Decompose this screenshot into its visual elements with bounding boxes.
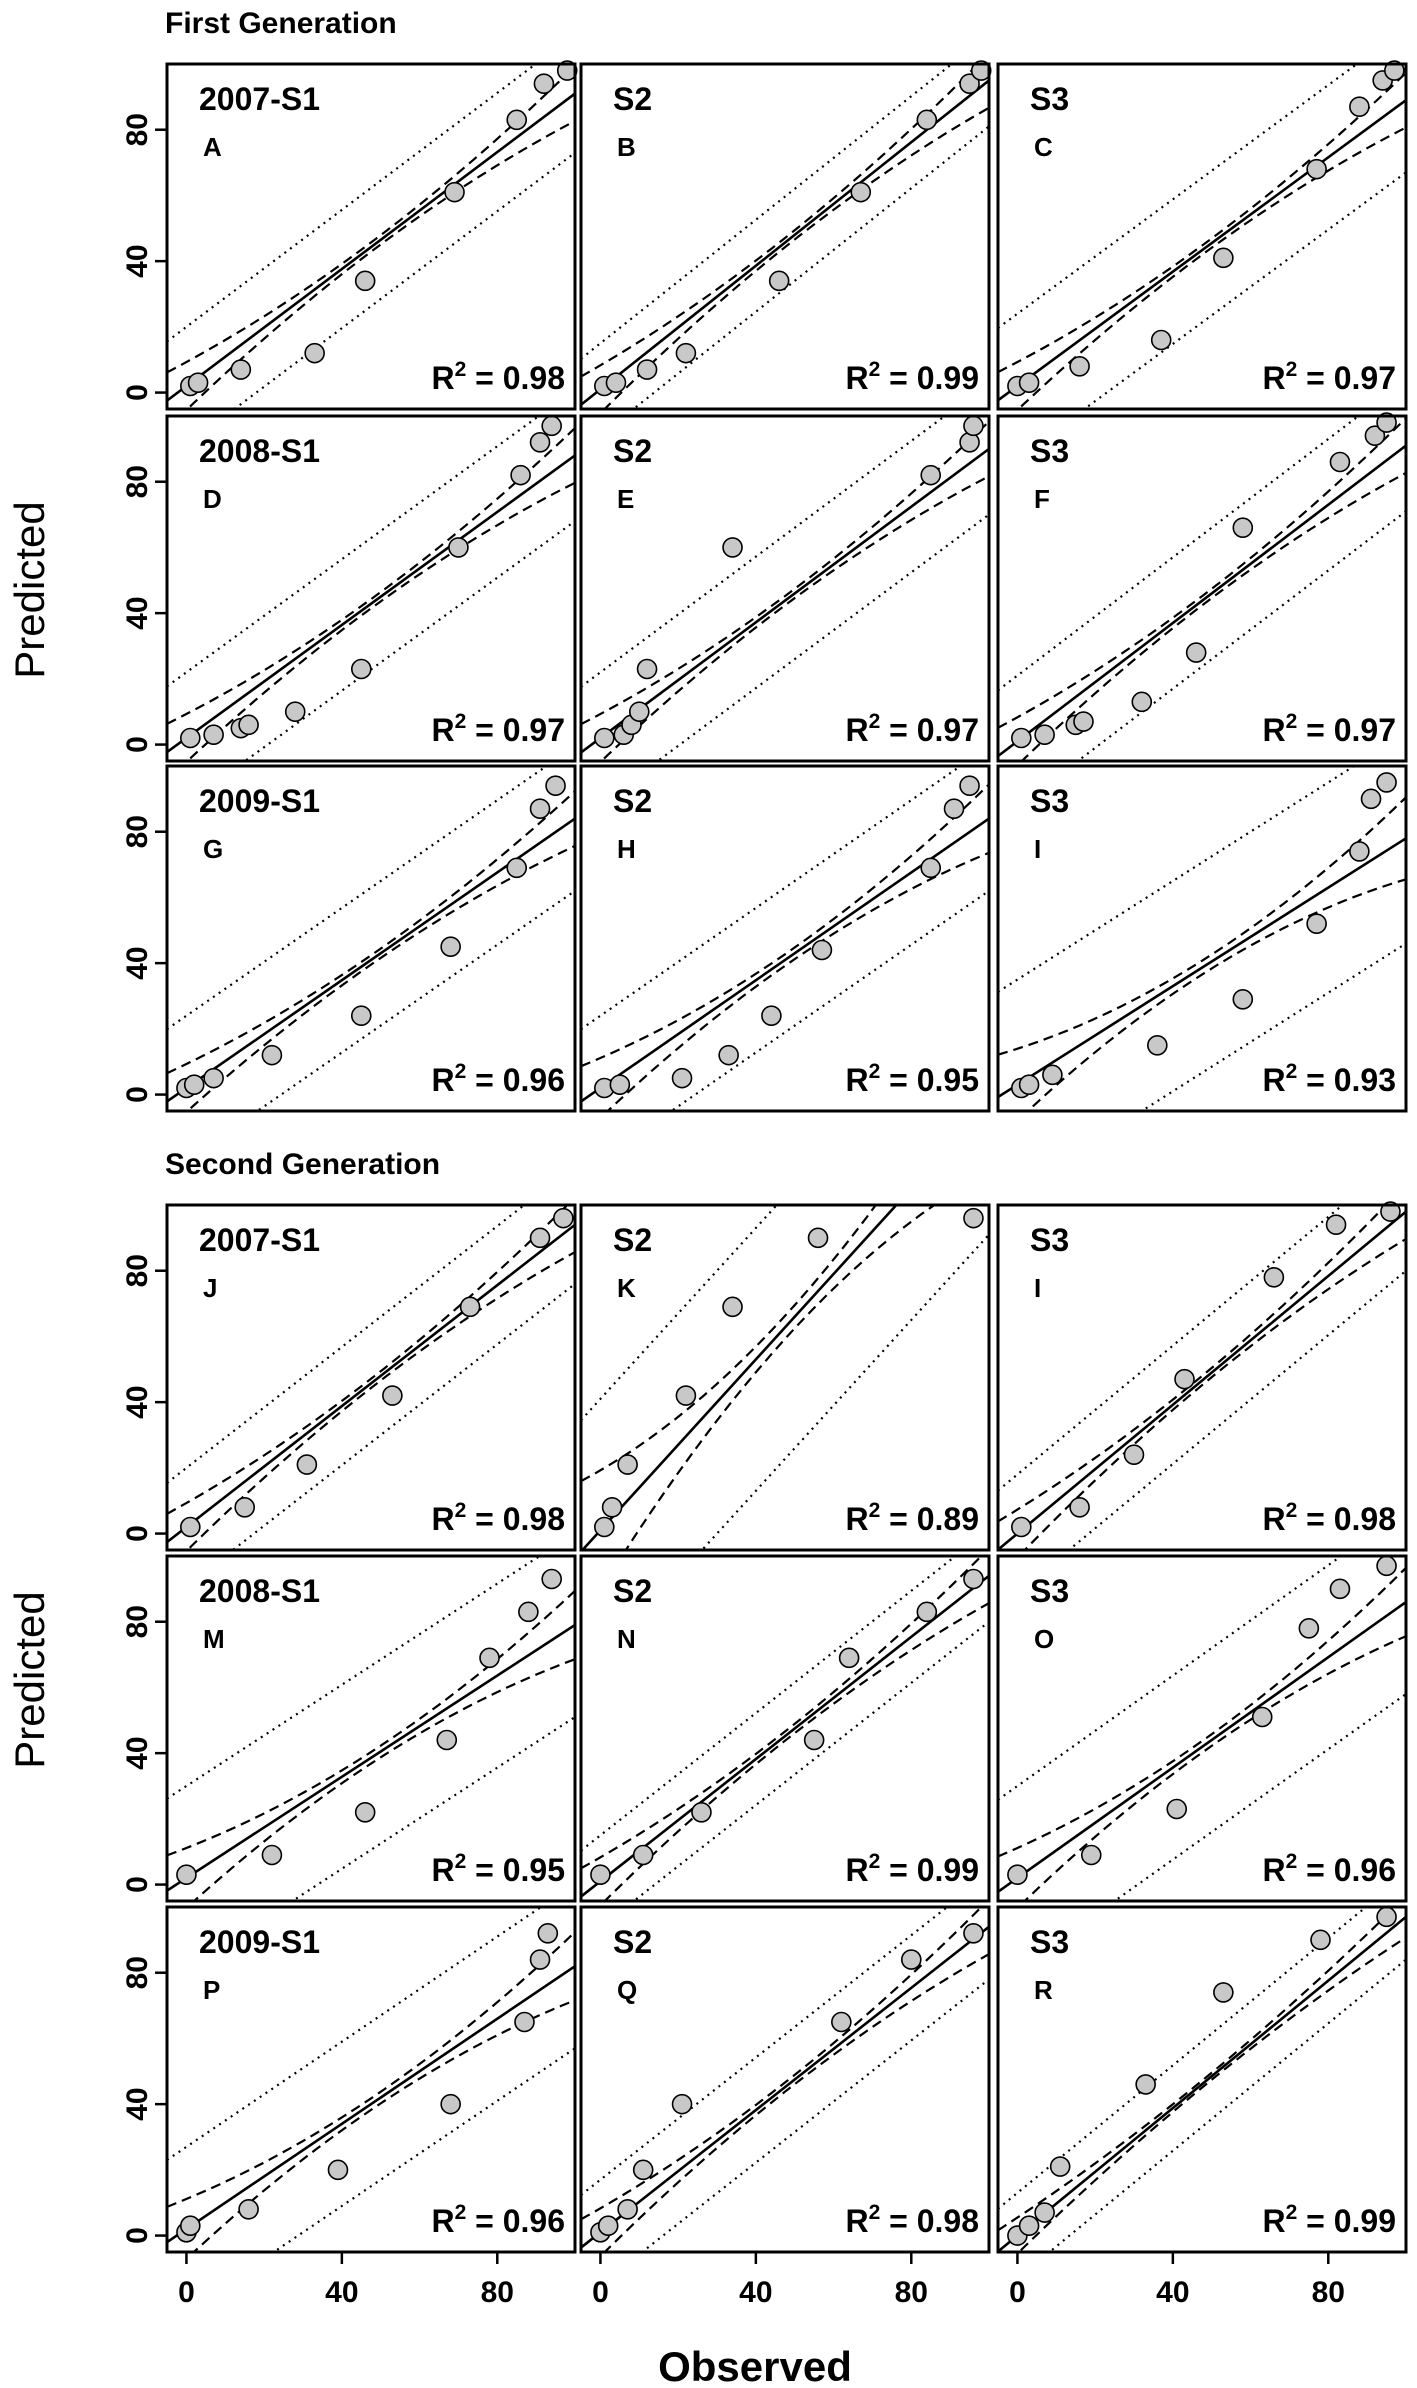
panel-e-4 bbox=[581, 383, 989, 818]
data-point bbox=[1253, 1708, 1272, 1727]
y-tick-label: 0 bbox=[121, 2227, 154, 2244]
data-point bbox=[531, 433, 550, 452]
r-squared-value: 0.98 bbox=[916, 2203, 979, 2239]
panel-letter: H bbox=[617, 834, 636, 864]
panel-letter: B bbox=[617, 132, 636, 162]
y-tick-label: 40 bbox=[121, 946, 154, 980]
data-point bbox=[673, 2095, 692, 2114]
data-point bbox=[1362, 789, 1381, 808]
data-point bbox=[1214, 248, 1233, 267]
data-point bbox=[235, 1498, 254, 1517]
data-point bbox=[507, 858, 526, 877]
panel-letter: C bbox=[1034, 132, 1053, 162]
y-tick-label: 80 bbox=[121, 1605, 154, 1639]
data-point bbox=[1082, 1846, 1101, 1865]
panel-j-9 bbox=[121, 1166, 575, 1602]
panel-title: S2 bbox=[613, 1573, 653, 1609]
panel-title: 2007-S1 bbox=[199, 81, 320, 117]
data-point bbox=[692, 1803, 711, 1822]
data-point bbox=[618, 2200, 637, 2219]
panel-r-17 bbox=[998, 1874, 1406, 2294]
data-point bbox=[1125, 1445, 1144, 1464]
panel-n-13 bbox=[581, 1530, 989, 1943]
panel-i-8 bbox=[998, 733, 1406, 1202]
r-squared-value: 0.95 bbox=[502, 1852, 565, 1888]
data-point bbox=[1020, 373, 1039, 392]
data-point bbox=[1307, 914, 1326, 933]
data-point bbox=[1035, 2203, 1054, 2222]
data-point bbox=[591, 1865, 610, 1884]
x-tick-label: 80 bbox=[894, 2276, 928, 2309]
panel-letter: Q bbox=[617, 1975, 638, 2005]
data-point bbox=[595, 1518, 614, 1537]
r-squared-label: $R^2 = 0.99$ bbox=[845, 1850, 979, 1888]
panel-letter: M bbox=[203, 1624, 225, 1654]
first-generation-title: First Generation bbox=[165, 7, 397, 40]
confidence-band-upper bbox=[998, 797, 1406, 1054]
data-point bbox=[921, 858, 940, 877]
regression-line bbox=[998, 100, 1406, 400]
data-point bbox=[723, 538, 742, 557]
y-tick-label: 0 bbox=[121, 1876, 154, 1893]
panel-f-5 bbox=[998, 380, 1406, 822]
data-point bbox=[634, 2160, 653, 2179]
r-squared-label: $R^2 = 0.96$ bbox=[431, 1060, 565, 1098]
r-squared-value: 0.96 bbox=[1333, 1852, 1396, 1888]
data-point bbox=[1035, 725, 1054, 744]
data-point bbox=[1327, 1215, 1346, 1234]
r-squared-label: $R^2 = 0.97$ bbox=[431, 710, 565, 748]
data-point bbox=[630, 702, 649, 721]
data-point bbox=[1020, 1075, 1039, 1094]
regression-line bbox=[998, 446, 1406, 756]
panel-letter: E bbox=[617, 484, 635, 514]
panel-letter: I bbox=[1034, 1273, 1042, 1303]
data-point bbox=[676, 344, 695, 363]
second-generation-title: Second Generation bbox=[165, 1148, 441, 1181]
panel-c-2 bbox=[998, 28, 1406, 473]
data-point bbox=[917, 1602, 936, 1621]
y-tick-label: 0 bbox=[121, 384, 154, 401]
r-squared-label: $R^2 = 0.97$ bbox=[1262, 710, 1396, 748]
data-point bbox=[542, 416, 561, 435]
data-point bbox=[297, 1455, 316, 1474]
panel-m-12 bbox=[121, 1533, 575, 1983]
data-point bbox=[511, 466, 530, 485]
y-tick-label: 80 bbox=[121, 1956, 154, 1990]
data-point bbox=[902, 1950, 921, 1969]
panel-title: 2009-S1 bbox=[199, 783, 320, 819]
r-squared-label: $R^2 = 0.93$ bbox=[1262, 1060, 1396, 1098]
panel-title: 2007-S1 bbox=[199, 1222, 320, 1258]
r-squared-value: 0.96 bbox=[502, 1062, 565, 1098]
data-point bbox=[723, 1297, 742, 1316]
y-tick-label: 40 bbox=[121, 2087, 154, 2121]
regression-line bbox=[998, 1917, 1406, 2252]
panel-a-0 bbox=[121, 34, 577, 459]
r-squared-label: $R^2 = 0.97$ bbox=[1262, 358, 1396, 396]
y-tick-label: 80 bbox=[121, 1254, 154, 1288]
panel-title: 2009-S1 bbox=[199, 1924, 320, 1960]
data-point bbox=[921, 466, 940, 485]
y-tick-label: 80 bbox=[121, 113, 154, 147]
data-point bbox=[1043, 1065, 1062, 1084]
data-point bbox=[437, 1731, 456, 1750]
data-point bbox=[441, 2095, 460, 2114]
data-point bbox=[1307, 160, 1326, 179]
r-squared-value: 0.97 bbox=[1333, 360, 1396, 396]
panel-title: S3 bbox=[1030, 1573, 1070, 1609]
y-tick-label: 40 bbox=[121, 1736, 154, 1770]
prediction-band-upper bbox=[581, 383, 989, 687]
data-point bbox=[181, 729, 200, 748]
data-point bbox=[634, 1846, 653, 1865]
data-point bbox=[964, 1209, 983, 1228]
confidence-band-lower bbox=[998, 879, 1406, 1139]
y-tick-label: 0 bbox=[121, 1086, 154, 1103]
data-point bbox=[181, 2216, 200, 2235]
r-squared-label: $R^2 = 0.98$ bbox=[1262, 1499, 1396, 1537]
x-tick-label: 80 bbox=[1311, 2276, 1345, 2309]
panel-h-7 bbox=[581, 746, 989, 1173]
data-point bbox=[352, 660, 371, 679]
panel-title: S2 bbox=[613, 1222, 653, 1258]
data-point bbox=[1377, 1556, 1396, 1575]
r-squared-value: 0.93 bbox=[1333, 1062, 1396, 1098]
data-point bbox=[507, 110, 526, 129]
data-point bbox=[328, 2160, 347, 2179]
data-point bbox=[546, 776, 565, 795]
data-point bbox=[449, 538, 468, 557]
data-point bbox=[356, 1803, 375, 1822]
data-point bbox=[762, 1006, 781, 1025]
data-point bbox=[1074, 712, 1093, 731]
data-point bbox=[1175, 1370, 1194, 1389]
panel-p-15 bbox=[121, 1884, 575, 2324]
prediction-band-lower bbox=[998, 1960, 1406, 2295]
panel-letter: A bbox=[203, 132, 222, 162]
data-point bbox=[770, 271, 789, 290]
x-axis-label: Observed bbox=[658, 2343, 852, 2388]
r-squared-label: $R^2 = 0.97$ bbox=[845, 710, 979, 748]
data-point bbox=[851, 183, 870, 202]
data-point bbox=[603, 1498, 622, 1517]
data-point bbox=[840, 1648, 859, 1667]
data-point bbox=[1233, 990, 1252, 1009]
data-point bbox=[1136, 2075, 1155, 2094]
data-point bbox=[1148, 1036, 1167, 1055]
confidence-band-upper bbox=[581, 784, 989, 1066]
prediction-band-lower bbox=[581, 891, 989, 1174]
data-point bbox=[805, 1731, 824, 1750]
data-point bbox=[383, 1386, 402, 1405]
panel-g-6 bbox=[121, 746, 575, 1173]
data-point bbox=[1187, 643, 1206, 662]
r-squared-label: $R^2 = 0.98$ bbox=[431, 1499, 565, 1537]
data-point bbox=[618, 1455, 637, 1474]
confidence-band-upper bbox=[167, 791, 575, 1073]
data-point bbox=[1350, 97, 1369, 116]
panel-i-11 bbox=[998, 1152, 1406, 1608]
data-point bbox=[441, 937, 460, 956]
panel-title: S3 bbox=[1030, 1222, 1070, 1258]
data-point bbox=[1299, 1619, 1318, 1638]
panel-letter: N bbox=[617, 1624, 636, 1654]
r-squared-value: 0.97 bbox=[502, 712, 565, 748]
panel-title: S3 bbox=[1030, 433, 1070, 469]
data-point bbox=[239, 715, 258, 734]
panel-b-1 bbox=[581, 34, 991, 450]
data-point bbox=[181, 1518, 200, 1537]
y-tick-label: 40 bbox=[121, 596, 154, 630]
data-point bbox=[1377, 773, 1396, 792]
r-squared-label: $R^2 = 0.96$ bbox=[1262, 1850, 1396, 1888]
panel-letter: P bbox=[203, 1975, 221, 2005]
data-point bbox=[1070, 357, 1089, 376]
data-point bbox=[1330, 1579, 1349, 1598]
data-point bbox=[1167, 1800, 1186, 1819]
panel-title: S3 bbox=[1030, 1924, 1070, 1960]
prediction-band-upper bbox=[998, 380, 1406, 690]
data-point bbox=[964, 416, 983, 435]
r-squared-label: $R^2 = 0.95$ bbox=[431, 1850, 565, 1888]
prediction-band-lower bbox=[581, 1622, 989, 1943]
panel-letter: F bbox=[1034, 484, 1050, 514]
data-point bbox=[964, 1924, 983, 1943]
data-point bbox=[461, 1297, 480, 1316]
data-point bbox=[673, 1069, 692, 1088]
y-axis-label-second: Predicted bbox=[6, 1591, 53, 1769]
data-point bbox=[286, 702, 305, 721]
panel-letter: K bbox=[617, 1273, 636, 1303]
panel-title: 2008-S1 bbox=[199, 1573, 320, 1609]
x-tick-label: 0 bbox=[1009, 2276, 1026, 2309]
panel-letter: O bbox=[1034, 1624, 1055, 1654]
data-point bbox=[1214, 1983, 1233, 2002]
r-squared-label: $R^2 = 0.99$ bbox=[1262, 2201, 1396, 2239]
data-point bbox=[1012, 1518, 1031, 1537]
data-point bbox=[719, 1046, 738, 1065]
data-point bbox=[515, 2013, 534, 2032]
y-tick-label: 0 bbox=[121, 736, 154, 753]
data-point bbox=[262, 1846, 281, 1865]
prediction-band-upper bbox=[167, 1166, 575, 1483]
regression-line bbox=[167, 1225, 575, 1542]
panel-letter: I bbox=[1034, 834, 1042, 864]
regression-line bbox=[998, 838, 1406, 1097]
r-squared-value: 0.99 bbox=[916, 360, 979, 396]
data-point bbox=[204, 725, 223, 744]
regression-line bbox=[998, 1212, 1406, 1550]
x-tick-labels bbox=[178, 2252, 1345, 2309]
data-point bbox=[189, 373, 208, 392]
r-squared-label: $R^2 = 0.95$ bbox=[845, 1060, 979, 1098]
data-point bbox=[1012, 729, 1031, 748]
y-axis-label-first: Predicted bbox=[6, 501, 53, 679]
data-point bbox=[917, 110, 936, 129]
confidence-band-upper bbox=[167, 1932, 575, 2207]
data-point bbox=[1330, 453, 1349, 472]
prediction-band-upper bbox=[998, 1152, 1406, 1490]
r-squared-value: 0.95 bbox=[916, 1062, 979, 1098]
panel-letter: R bbox=[1034, 1975, 1053, 2005]
panel-title: S2 bbox=[613, 1924, 653, 1960]
regression-line bbox=[581, 1927, 989, 2248]
x-tick-label: 40 bbox=[325, 2276, 359, 2309]
confidence-band-upper bbox=[998, 73, 1406, 372]
data-point bbox=[177, 1865, 196, 1884]
r-squared-value: 0.99 bbox=[916, 1852, 979, 1888]
panel-title: 2008-S1 bbox=[199, 433, 320, 469]
data-point bbox=[542, 1570, 561, 1589]
x-tick-label: 0 bbox=[592, 2276, 609, 2309]
data-point bbox=[262, 1046, 281, 1065]
prediction-band-lower bbox=[998, 1271, 1406, 1609]
data-point bbox=[204, 1069, 223, 1088]
r-squared-value: 0.98 bbox=[1333, 1501, 1396, 1537]
panel-d-3 bbox=[121, 390, 575, 818]
prediction-band-upper bbox=[581, 1874, 989, 2195]
r-squared-value: 0.98 bbox=[502, 360, 565, 396]
data-point bbox=[595, 729, 614, 748]
data-point bbox=[964, 1570, 983, 1589]
r-squared-value: 0.89 bbox=[916, 1501, 979, 1537]
r-squared-label: $R^2 = 0.99$ bbox=[845, 358, 979, 396]
data-point bbox=[519, 1602, 538, 1621]
data-point bbox=[638, 660, 657, 679]
regression-line bbox=[167, 94, 575, 401]
panel-letter: J bbox=[203, 1273, 218, 1303]
panel-letter: G bbox=[203, 834, 224, 864]
data-point bbox=[676, 1386, 695, 1405]
r-squared-value: 0.98 bbox=[502, 1501, 565, 1537]
data-point bbox=[1233, 518, 1252, 537]
data-point bbox=[239, 2200, 258, 2219]
x-tick-label: 0 bbox=[178, 2276, 195, 2309]
data-point bbox=[599, 2216, 618, 2235]
r-squared-value: 0.96 bbox=[502, 2203, 565, 2239]
y-tick-label: 80 bbox=[121, 465, 154, 499]
prediction-band-lower bbox=[998, 511, 1406, 822]
r-squared-value: 0.97 bbox=[1333, 712, 1396, 748]
panel-o-14 bbox=[998, 1510, 1406, 1984]
data-point bbox=[1350, 842, 1369, 861]
data-point bbox=[352, 1006, 371, 1025]
panel-title: S3 bbox=[1030, 81, 1070, 117]
data-point bbox=[185, 1075, 204, 1094]
data-point bbox=[1008, 1865, 1027, 1884]
data-point bbox=[305, 344, 324, 363]
prediction-band-upper bbox=[998, 733, 1406, 992]
data-point bbox=[538, 1924, 557, 1943]
panel-title: S2 bbox=[613, 433, 653, 469]
r-squared-value: 0.99 bbox=[1333, 2203, 1396, 2239]
panel-title: S3 bbox=[1030, 783, 1070, 819]
data-point bbox=[445, 183, 464, 202]
data-point bbox=[945, 799, 964, 818]
data-point bbox=[610, 1075, 629, 1094]
y-tick-label: 40 bbox=[121, 1385, 154, 1419]
data-point bbox=[832, 2013, 851, 2032]
data-point bbox=[1152, 331, 1171, 350]
data-point bbox=[1070, 1498, 1089, 1517]
r-squared-label: $R^2 = 0.98$ bbox=[845, 2201, 979, 2239]
x-tick-label: 80 bbox=[480, 2276, 514, 2309]
y-tick-label: 0 bbox=[121, 1525, 154, 1542]
data-point bbox=[1051, 2157, 1070, 2176]
r-squared-label: $R^2 = 0.89$ bbox=[845, 1499, 979, 1537]
data-point bbox=[531, 1228, 550, 1247]
data-point bbox=[1132, 692, 1151, 711]
panel-title: S2 bbox=[613, 81, 653, 117]
data-point bbox=[1020, 2216, 1039, 2235]
data-point bbox=[1264, 1268, 1283, 1287]
prediction-band-lower bbox=[167, 1284, 575, 1601]
panel-title: S2 bbox=[613, 783, 653, 819]
data-point bbox=[638, 360, 657, 379]
panel-letter: D bbox=[203, 484, 222, 514]
data-point bbox=[554, 1209, 573, 1228]
regression-line bbox=[998, 1602, 1406, 1892]
data-point bbox=[606, 373, 625, 392]
regression-line bbox=[581, 1103, 989, 1552]
data-point bbox=[812, 941, 831, 960]
panel-q-16 bbox=[581, 1874, 989, 2300]
data-point bbox=[531, 1950, 550, 1969]
y-tick-label: 80 bbox=[121, 815, 154, 849]
prediction-band-upper bbox=[998, 1510, 1406, 1800]
confidence-band-upper bbox=[998, 1568, 1406, 1857]
data-point bbox=[480, 1648, 499, 1667]
r-squared-value: 0.97 bbox=[916, 712, 979, 748]
data-point bbox=[531, 799, 550, 818]
data-point bbox=[356, 271, 375, 290]
x-tick-label: 40 bbox=[739, 2276, 773, 2309]
data-point bbox=[960, 776, 979, 795]
r-squared-label: $R^2 = 0.98$ bbox=[431, 358, 565, 396]
data-point bbox=[534, 74, 553, 93]
data-point bbox=[1377, 1907, 1396, 1926]
data-point bbox=[1311, 1930, 1330, 1949]
prediction-band-lower bbox=[167, 153, 575, 460]
r-squared-label: $R^2 = 0.96$ bbox=[431, 2201, 565, 2239]
prediction-band-upper bbox=[998, 28, 1406, 328]
data-point bbox=[809, 1228, 828, 1247]
y-tick-label: 40 bbox=[121, 244, 154, 278]
data-point bbox=[231, 360, 250, 379]
prediction-band-lower bbox=[167, 891, 575, 1174]
regression-line bbox=[167, 455, 575, 752]
regression-line bbox=[167, 1966, 575, 2242]
x-tick-label: 40 bbox=[1156, 2276, 1190, 2309]
